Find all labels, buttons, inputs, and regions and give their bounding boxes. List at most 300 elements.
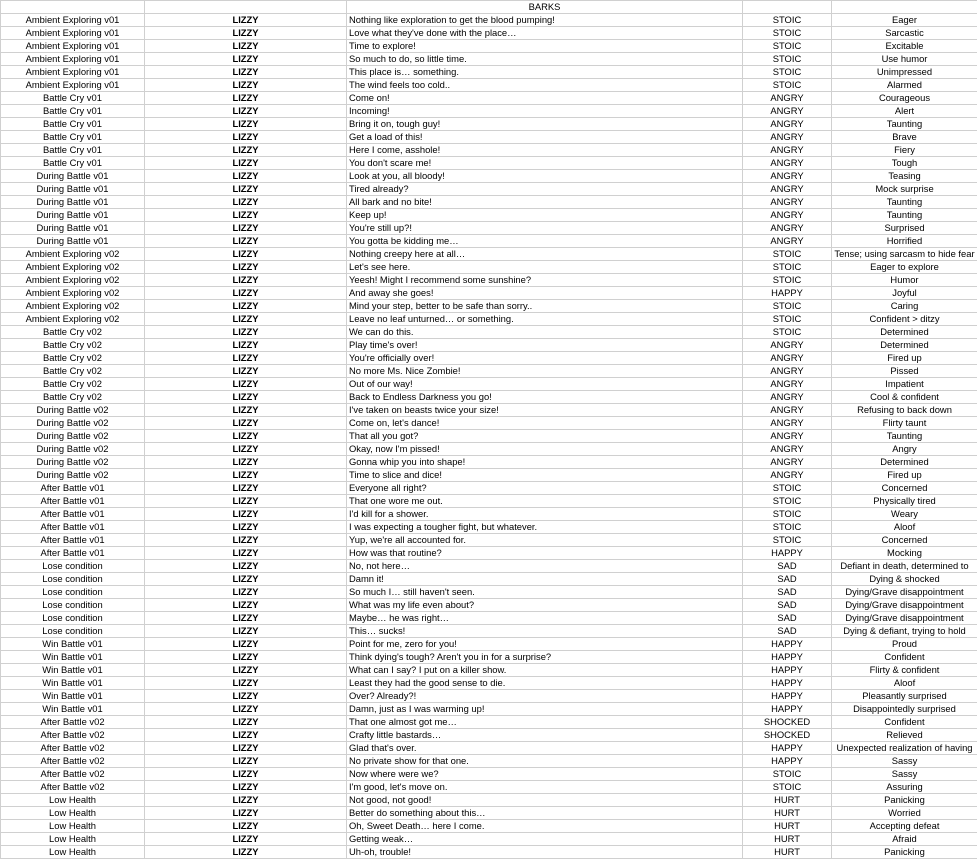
emotion-cell[interactable]: HAPPY <box>743 690 832 703</box>
bark-cell[interactable]: Play time's over! <box>347 339 743 352</box>
category-cell[interactable]: Battle Cry v02 <box>1 352 145 365</box>
bark-cell[interactable]: Here I come, asshole! <box>347 144 743 157</box>
category-cell[interactable]: Win Battle v01 <box>1 664 145 677</box>
bark-cell[interactable]: Maybe… he was right… <box>347 612 743 625</box>
character-cell[interactable]: LIZZY <box>145 638 347 651</box>
bark-cell[interactable]: Glad that's over. <box>347 742 743 755</box>
emotion-cell[interactable]: HAPPY <box>743 742 832 755</box>
bark-cell[interactable]: Least they had the good sense to die. <box>347 677 743 690</box>
emotion-cell[interactable]: STOIC <box>743 482 832 495</box>
tone-cell[interactable]: Pissed <box>832 365 977 378</box>
tone-cell[interactable]: Taunting <box>832 430 977 443</box>
tone-cell[interactable]: Dying/Grave disappointment <box>832 599 977 612</box>
character-cell[interactable]: LIZZY <box>145 651 347 664</box>
tone-cell[interactable]: Disappointedly surprised <box>832 703 977 716</box>
category-cell[interactable]: Lose condition <box>1 560 145 573</box>
emotion-cell[interactable]: STOIC <box>743 274 832 287</box>
bark-cell[interactable]: Come on! <box>347 92 743 105</box>
bark-cell[interactable]: Damn it! <box>347 573 743 586</box>
emotion-cell[interactable]: HURT <box>743 807 832 820</box>
bark-cell[interactable]: Uh-oh, trouble! <box>347 846 743 859</box>
bark-cell[interactable]: Look at you, all bloody! <box>347 170 743 183</box>
tone-cell[interactable]: Dying & defiant, trying to hold <box>832 625 977 638</box>
emotion-cell[interactable]: ANGRY <box>743 417 832 430</box>
tone-cell[interactable]: Aloof <box>832 521 977 534</box>
character-cell[interactable]: LIZZY <box>145 235 347 248</box>
bark-cell[interactable]: Oh, Sweet Death… here I come. <box>347 820 743 833</box>
tone-cell[interactable]: Fiery <box>832 144 977 157</box>
character-cell[interactable]: LIZZY <box>145 534 347 547</box>
category-cell[interactable]: After Battle v02 <box>1 716 145 729</box>
tone-cell[interactable]: Eager <box>832 14 977 27</box>
bark-cell[interactable]: You gotta be kidding me… <box>347 235 743 248</box>
header-cell-barks[interactable]: BARKS <box>347 1 743 14</box>
category-cell[interactable]: Lose condition <box>1 586 145 599</box>
emotion-cell[interactable]: ANGRY <box>743 222 832 235</box>
tone-cell[interactable]: Use humor <box>832 53 977 66</box>
tone-cell[interactable]: Flirty taunt <box>832 417 977 430</box>
tone-cell[interactable]: Physically tired <box>832 495 977 508</box>
bark-cell[interactable]: All bark and no bite! <box>347 196 743 209</box>
character-cell[interactable]: LIZZY <box>145 755 347 768</box>
character-cell[interactable]: LIZZY <box>145 612 347 625</box>
bark-cell[interactable]: You're still up?! <box>347 222 743 235</box>
emotion-cell[interactable]: HAPPY <box>743 755 832 768</box>
emotion-cell[interactable]: SAD <box>743 625 832 638</box>
category-cell[interactable]: Win Battle v01 <box>1 651 145 664</box>
emotion-cell[interactable]: STOIC <box>743 27 832 40</box>
category-cell[interactable]: Win Battle v01 <box>1 703 145 716</box>
category-cell[interactable]: Win Battle v01 <box>1 638 145 651</box>
character-cell[interactable]: LIZZY <box>145 261 347 274</box>
character-cell[interactable]: LIZZY <box>145 664 347 677</box>
emotion-cell[interactable]: HURT <box>743 846 832 859</box>
category-cell[interactable]: Battle Cry v02 <box>1 339 145 352</box>
category-cell[interactable]: Lose condition <box>1 625 145 638</box>
category-cell[interactable]: Ambient Exploring v02 <box>1 261 145 274</box>
character-cell[interactable]: LIZZY <box>145 807 347 820</box>
tone-cell[interactable]: Determined <box>832 326 977 339</box>
bark-cell[interactable]: Yup, we're all accounted for. <box>347 534 743 547</box>
bark-cell[interactable]: Crafty little bastards… <box>347 729 743 742</box>
tone-cell[interactable]: Fired up <box>832 469 977 482</box>
category-cell[interactable]: Ambient Exploring v02 <box>1 274 145 287</box>
category-cell[interactable]: Battle Cry v01 <box>1 118 145 131</box>
category-cell[interactable]: During Battle v01 <box>1 235 145 248</box>
tone-cell[interactable]: Taunting <box>832 196 977 209</box>
emotion-cell[interactable]: HAPPY <box>743 677 832 690</box>
character-cell[interactable]: LIZZY <box>145 573 347 586</box>
character-cell[interactable]: LIZZY <box>145 742 347 755</box>
character-cell[interactable]: LIZZY <box>145 339 347 352</box>
tone-cell[interactable]: Pleasantly surprised <box>832 690 977 703</box>
bark-cell[interactable]: We can do this. <box>347 326 743 339</box>
category-cell[interactable]: Battle Cry v01 <box>1 105 145 118</box>
tone-cell[interactable]: Excitable <box>832 40 977 53</box>
bark-cell[interactable]: Not good, not good! <box>347 794 743 807</box>
category-cell[interactable]: After Battle v02 <box>1 755 145 768</box>
bark-cell[interactable]: So much I… still haven't seen. <box>347 586 743 599</box>
emotion-cell[interactable]: ANGRY <box>743 144 832 157</box>
emotion-cell[interactable]: STOIC <box>743 53 832 66</box>
emotion-cell[interactable]: STOIC <box>743 261 832 274</box>
emotion-cell[interactable]: STOIC <box>743 79 832 92</box>
emotion-cell[interactable]: ANGRY <box>743 443 832 456</box>
character-cell[interactable]: LIZZY <box>145 599 347 612</box>
bark-cell[interactable]: Let's see here. <box>347 261 743 274</box>
character-cell[interactable]: LIZZY <box>145 846 347 859</box>
character-cell[interactable]: LIZZY <box>145 404 347 417</box>
character-cell[interactable]: LIZZY <box>145 196 347 209</box>
character-cell[interactable]: LIZZY <box>145 248 347 261</box>
emotion-cell[interactable]: ANGRY <box>743 352 832 365</box>
category-cell[interactable]: Ambient Exploring v01 <box>1 27 145 40</box>
tone-cell[interactable]: Defiant in death, determined to <box>832 560 977 573</box>
emotion-cell[interactable]: STOIC <box>743 313 832 326</box>
tone-cell[interactable]: Weary <box>832 508 977 521</box>
bark-cell[interactable]: No private show for that one. <box>347 755 743 768</box>
tone-cell[interactable]: Sassy <box>832 755 977 768</box>
tone-cell[interactable]: Teasing <box>832 170 977 183</box>
tone-cell[interactable]: Unexpected realization of having <box>832 742 977 755</box>
character-cell[interactable]: LIZZY <box>145 495 347 508</box>
tone-cell[interactable]: Afraid <box>832 833 977 846</box>
category-cell[interactable]: Ambient Exploring v02 <box>1 300 145 313</box>
category-cell[interactable]: During Battle v02 <box>1 456 145 469</box>
category-cell[interactable]: Battle Cry v02 <box>1 365 145 378</box>
bark-cell[interactable]: Time to slice and dice! <box>347 469 743 482</box>
bark-cell[interactable]: Tired already? <box>347 183 743 196</box>
bark-cell[interactable]: No, not here… <box>347 560 743 573</box>
tone-cell[interactable]: Taunting <box>832 118 977 131</box>
bark-cell[interactable]: That all you got? <box>347 430 743 443</box>
category-cell[interactable]: After Battle v02 <box>1 729 145 742</box>
character-cell[interactable]: LIZZY <box>145 430 347 443</box>
character-cell[interactable]: LIZZY <box>145 274 347 287</box>
emotion-cell[interactable]: ANGRY <box>743 170 832 183</box>
tone-cell[interactable]: Sassy <box>832 768 977 781</box>
emotion-cell[interactable]: ANGRY <box>743 196 832 209</box>
category-cell[interactable]: After Battle v01 <box>1 521 145 534</box>
category-cell[interactable]: During Battle v01 <box>1 170 145 183</box>
character-cell[interactable]: LIZZY <box>145 521 347 534</box>
emotion-cell[interactable]: ANGRY <box>743 469 832 482</box>
bark-cell[interactable]: I was expecting a tougher fight, but whatever. <box>347 521 743 534</box>
character-cell[interactable]: LIZZY <box>145 677 347 690</box>
tone-cell[interactable]: Tough <box>832 157 977 170</box>
emotion-cell[interactable]: SHOCKED <box>743 716 832 729</box>
tone-cell[interactable]: Mock surprise <box>832 183 977 196</box>
bark-cell[interactable]: You're officially over! <box>347 352 743 365</box>
bark-cell[interactable]: Nothing like exploration to get the blood pumping! <box>347 14 743 27</box>
category-cell[interactable]: Win Battle v01 <box>1 690 145 703</box>
tone-cell[interactable]: Courageous <box>832 92 977 105</box>
emotion-cell[interactable]: ANGRY <box>743 391 832 404</box>
tone-cell[interactable]: Confident <box>832 651 977 664</box>
character-cell[interactable]: LIZZY <box>145 144 347 157</box>
emotion-cell[interactable]: SAD <box>743 599 832 612</box>
emotion-cell[interactable]: SHOCKED <box>743 729 832 742</box>
bark-cell[interactable]: Think dying's tough? Aren't you in for a surprise? <box>347 651 743 664</box>
emotion-cell[interactable]: SAD <box>743 573 832 586</box>
category-cell[interactable]: Battle Cry v01 <box>1 144 145 157</box>
bark-cell[interactable]: How was that routine? <box>347 547 743 560</box>
tone-cell[interactable]: Confident > ditzy <box>832 313 977 326</box>
category-cell[interactable]: Ambient Exploring v01 <box>1 66 145 79</box>
emotion-cell[interactable]: STOIC <box>743 521 832 534</box>
emotion-cell[interactable]: ANGRY <box>743 365 832 378</box>
bark-cell[interactable]: Okay, now I'm pissed! <box>347 443 743 456</box>
emotion-cell[interactable]: STOIC <box>743 495 832 508</box>
tone-cell[interactable]: Flirty & confident <box>832 664 977 677</box>
emotion-cell[interactable]: ANGRY <box>743 456 832 469</box>
header-cell-category[interactable] <box>1 1 145 14</box>
character-cell[interactable]: LIZZY <box>145 157 347 170</box>
bark-cell[interactable]: This… sucks! <box>347 625 743 638</box>
tone-cell[interactable]: Surprised <box>832 222 977 235</box>
character-cell[interactable]: LIZZY <box>145 456 347 469</box>
emotion-cell[interactable]: SAD <box>743 560 832 573</box>
bark-cell[interactable]: Damn, just as I was warming up! <box>347 703 743 716</box>
bark-cell[interactable]: Out of our way! <box>347 378 743 391</box>
bark-cell[interactable]: Better do something about this… <box>347 807 743 820</box>
bark-cell[interactable]: No more Ms. Nice Zombie! <box>347 365 743 378</box>
bark-cell[interactable]: Come on, let's dance! <box>347 417 743 430</box>
tone-cell[interactable]: Horrified <box>832 235 977 248</box>
emotion-cell[interactable]: STOIC <box>743 300 832 313</box>
character-cell[interactable]: LIZZY <box>145 560 347 573</box>
character-cell[interactable]: LIZZY <box>145 118 347 131</box>
category-cell[interactable]: Low Health <box>1 846 145 859</box>
category-cell[interactable]: After Battle v02 <box>1 742 145 755</box>
tone-cell[interactable]: Angry <box>832 443 977 456</box>
emotion-cell[interactable]: STOIC <box>743 326 832 339</box>
category-cell[interactable]: Ambient Exploring v01 <box>1 79 145 92</box>
bark-cell[interactable]: I'd kill for a shower. <box>347 508 743 521</box>
tone-cell[interactable]: Worried <box>832 807 977 820</box>
tone-cell[interactable]: Sarcastic <box>832 27 977 40</box>
category-cell[interactable]: During Battle v01 <box>1 183 145 196</box>
bark-cell[interactable]: Now where were we? <box>347 768 743 781</box>
tone-cell[interactable]: Confident <box>832 716 977 729</box>
bark-cell[interactable]: Point for me, zero for you! <box>347 638 743 651</box>
category-cell[interactable]: Battle Cry v02 <box>1 326 145 339</box>
category-cell[interactable]: After Battle v01 <box>1 547 145 560</box>
bark-cell[interactable]: That one wore me out. <box>347 495 743 508</box>
bark-cell[interactable]: What can I say? I put on a killer show. <box>347 664 743 677</box>
category-cell[interactable]: After Battle v01 <box>1 534 145 547</box>
emotion-cell[interactable]: ANGRY <box>743 105 832 118</box>
character-cell[interactable]: LIZZY <box>145 729 347 742</box>
header-cell-tone[interactable] <box>832 1 977 14</box>
character-cell[interactable]: LIZZY <box>145 443 347 456</box>
category-cell[interactable]: During Battle v01 <box>1 209 145 222</box>
character-cell[interactable]: LIZZY <box>145 378 347 391</box>
emotion-cell[interactable]: HAPPY <box>743 703 832 716</box>
tone-cell[interactable]: Humor <box>832 274 977 287</box>
character-cell[interactable]: LIZZY <box>145 690 347 703</box>
character-cell[interactable]: LIZZY <box>145 417 347 430</box>
emotion-cell[interactable]: HAPPY <box>743 638 832 651</box>
tone-cell[interactable]: Dying & shocked <box>832 573 977 586</box>
emotion-cell[interactable]: STOIC <box>743 508 832 521</box>
bark-cell[interactable]: Over? Already?! <box>347 690 743 703</box>
tone-cell[interactable]: Taunting <box>832 209 977 222</box>
category-cell[interactable]: Low Health <box>1 833 145 846</box>
character-cell[interactable]: LIZZY <box>145 391 347 404</box>
character-cell[interactable]: LIZZY <box>145 79 347 92</box>
tone-cell[interactable]: Panicking <box>832 794 977 807</box>
tone-cell[interactable]: Unimpressed <box>832 66 977 79</box>
tone-cell[interactable]: Concerned <box>832 534 977 547</box>
tone-cell[interactable]: Proud <box>832 638 977 651</box>
emotion-cell[interactable]: ANGRY <box>743 92 832 105</box>
character-cell[interactable]: LIZZY <box>145 209 347 222</box>
character-cell[interactable]: LIZZY <box>145 586 347 599</box>
emotion-cell[interactable]: HURT <box>743 833 832 846</box>
category-cell[interactable]: During Battle v01 <box>1 196 145 209</box>
bark-cell[interactable]: Love what they've done with the place… <box>347 27 743 40</box>
tone-cell[interactable]: Cool & confident <box>832 391 977 404</box>
emotion-cell[interactable]: ANGRY <box>743 378 832 391</box>
emotion-cell[interactable]: ANGRY <box>743 430 832 443</box>
bark-cell[interactable]: I'm good, let's move on. <box>347 781 743 794</box>
character-cell[interactable]: LIZZY <box>145 53 347 66</box>
character-cell[interactable]: LIZZY <box>145 300 347 313</box>
character-cell[interactable]: LIZZY <box>145 365 347 378</box>
tone-cell[interactable]: Panicking <box>832 846 977 859</box>
character-cell[interactable]: LIZZY <box>145 820 347 833</box>
category-cell[interactable]: Low Health <box>1 794 145 807</box>
bark-cell[interactable]: Everyone all right? <box>347 482 743 495</box>
emotion-cell[interactable]: ANGRY <box>743 339 832 352</box>
category-cell[interactable]: Battle Cry v01 <box>1 131 145 144</box>
emotion-cell[interactable]: HAPPY <box>743 651 832 664</box>
character-cell[interactable]: LIZZY <box>145 131 347 144</box>
emotion-cell[interactable]: STOIC <box>743 534 832 547</box>
bark-cell[interactable]: Back to Endless Darkness you go! <box>347 391 743 404</box>
character-cell[interactable]: LIZZY <box>145 508 347 521</box>
emotion-cell[interactable]: SAD <box>743 586 832 599</box>
character-cell[interactable]: LIZZY <box>145 703 347 716</box>
character-cell[interactable]: LIZZY <box>145 27 347 40</box>
tone-cell[interactable]: Brave <box>832 131 977 144</box>
tone-cell[interactable]: Fired up <box>832 352 977 365</box>
character-cell[interactable]: LIZZY <box>145 183 347 196</box>
category-cell[interactable]: Battle Cry v01 <box>1 157 145 170</box>
category-cell[interactable]: During Battle v02 <box>1 417 145 430</box>
bark-cell[interactable]: I've taken on beasts twice your size! <box>347 404 743 417</box>
tone-cell[interactable]: Dying/Grave disappointment <box>832 612 977 625</box>
emotion-cell[interactable]: STOIC <box>743 781 832 794</box>
character-cell[interactable]: LIZZY <box>145 287 347 300</box>
emotion-cell[interactable]: STOIC <box>743 248 832 261</box>
character-cell[interactable]: LIZZY <box>145 326 347 339</box>
tone-cell[interactable]: Joyful <box>832 287 977 300</box>
tone-cell[interactable]: Accepting defeat <box>832 820 977 833</box>
character-cell[interactable]: LIZZY <box>145 14 347 27</box>
bark-cell[interactable]: And away she goes! <box>347 287 743 300</box>
character-cell[interactable]: LIZZY <box>145 794 347 807</box>
emotion-cell[interactable]: ANGRY <box>743 131 832 144</box>
tone-cell[interactable]: Eager to explore <box>832 261 977 274</box>
emotion-cell[interactable]: HURT <box>743 794 832 807</box>
tone-cell[interactable]: Alert <box>832 105 977 118</box>
tone-cell[interactable]: Tense; using sarcasm to hide fear <box>832 248 977 261</box>
bark-cell[interactable]: The wind feels too cold.. <box>347 79 743 92</box>
emotion-cell[interactable]: HAPPY <box>743 547 832 560</box>
bark-cell[interactable]: Leave no leaf unturned… or something. <box>347 313 743 326</box>
category-cell[interactable]: Lose condition <box>1 573 145 586</box>
header-cell-character[interactable] <box>145 1 347 14</box>
category-cell[interactable]: After Battle v01 <box>1 482 145 495</box>
bark-cell[interactable]: This place is… something. <box>347 66 743 79</box>
bark-cell[interactable]: Time to explore! <box>347 40 743 53</box>
emotion-cell[interactable]: HURT <box>743 820 832 833</box>
character-cell[interactable]: LIZZY <box>145 352 347 365</box>
emotion-cell[interactable]: STOIC <box>743 14 832 27</box>
category-cell[interactable]: Lose condition <box>1 599 145 612</box>
header-cell-emotion[interactable] <box>743 1 832 14</box>
character-cell[interactable]: LIZZY <box>145 768 347 781</box>
bark-cell[interactable]: What was my life even about? <box>347 599 743 612</box>
bark-cell[interactable]: Gonna whip you into shape! <box>347 456 743 469</box>
category-cell[interactable]: During Battle v02 <box>1 469 145 482</box>
character-cell[interactable]: LIZZY <box>145 92 347 105</box>
character-cell[interactable]: LIZZY <box>145 716 347 729</box>
bark-cell[interactable]: That one almost got me… <box>347 716 743 729</box>
character-cell[interactable]: LIZZY <box>145 40 347 53</box>
bark-cell[interactable]: Get a load of this! <box>347 131 743 144</box>
character-cell[interactable]: LIZZY <box>145 105 347 118</box>
emotion-cell[interactable]: ANGRY <box>743 404 832 417</box>
tone-cell[interactable]: Alarmed <box>832 79 977 92</box>
tone-cell[interactable]: Concerned <box>832 482 977 495</box>
category-cell[interactable]: After Battle v01 <box>1 508 145 521</box>
category-cell[interactable]: During Battle v02 <box>1 430 145 443</box>
bark-cell[interactable]: Keep up! <box>347 209 743 222</box>
bark-cell[interactable]: Nothing creepy here at all… <box>347 248 743 261</box>
category-cell[interactable]: During Battle v01 <box>1 222 145 235</box>
character-cell[interactable]: LIZZY <box>145 170 347 183</box>
tone-cell[interactable]: Mocking <box>832 547 977 560</box>
bark-cell[interactable]: Bring it on, tough guy! <box>347 118 743 131</box>
category-cell[interactable]: After Battle v02 <box>1 781 145 794</box>
category-cell[interactable]: Ambient Exploring v01 <box>1 53 145 66</box>
category-cell[interactable]: Low Health <box>1 807 145 820</box>
category-cell[interactable]: Low Health <box>1 820 145 833</box>
emotion-cell[interactable]: HAPPY <box>743 664 832 677</box>
emotion-cell[interactable]: ANGRY <box>743 118 832 131</box>
tone-cell[interactable]: Aloof <box>832 677 977 690</box>
bark-cell[interactable]: So much to do, so little time. <box>347 53 743 66</box>
character-cell[interactable]: LIZZY <box>145 781 347 794</box>
tone-cell[interactable]: Impatient <box>832 378 977 391</box>
emotion-cell[interactable]: SAD <box>743 612 832 625</box>
character-cell[interactable]: LIZZY <box>145 66 347 79</box>
tone-cell[interactable]: Determined <box>832 339 977 352</box>
category-cell[interactable]: Battle Cry v01 <box>1 92 145 105</box>
bark-cell[interactable]: Mind your step, better to be safe than sorry.. <box>347 300 743 313</box>
character-cell[interactable]: LIZZY <box>145 313 347 326</box>
tone-cell[interactable]: Caring <box>832 300 977 313</box>
emotion-cell[interactable]: ANGRY <box>743 157 832 170</box>
category-cell[interactable]: Battle Cry v02 <box>1 378 145 391</box>
category-cell[interactable]: Lose condition <box>1 612 145 625</box>
category-cell[interactable]: During Battle v02 <box>1 443 145 456</box>
emotion-cell[interactable]: STOIC <box>743 66 832 79</box>
bark-cell[interactable]: You don't scare me! <box>347 157 743 170</box>
